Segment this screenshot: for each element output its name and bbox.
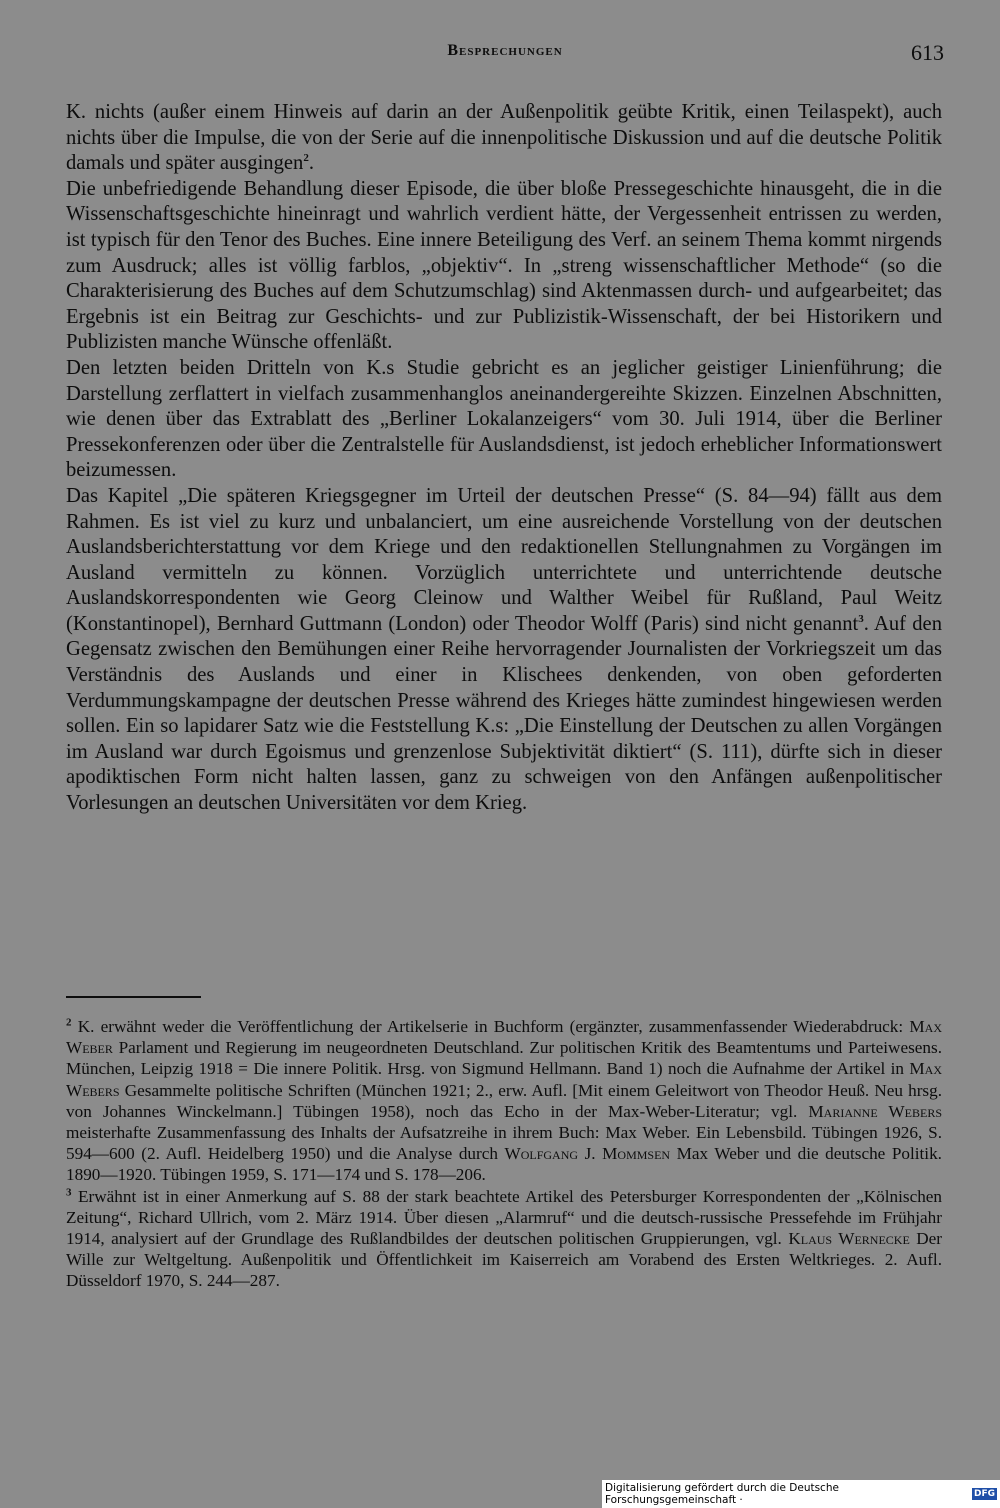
paragraph-1-end: . xyxy=(308,152,314,175)
page-number: 613 xyxy=(911,40,944,65)
footnote-2-text-d: meisterhafte Zusammenfassung des Inhalts der Aufsatzreihe in ihrem Buch: Max Weber. Ein Lebensbild. Tübingen 1926, S. 594—600 (2. Aufl. Heidelberg 1950) und die Analyse durch xyxy=(66,1123,942,1164)
paragraph-4 xyxy=(66,484,942,817)
footnotes xyxy=(66,1016,942,1292)
footnote-2-mark: 2 xyxy=(66,1016,72,1029)
body-text xyxy=(66,100,942,817)
footnote-2-author-4: Wolfgang J. Mommsen xyxy=(504,1144,671,1164)
footnote-2-text-e: Max Weber und die deutsche Politik. 1890—1920. Tübingen 1959, S. 171—174 und S. 178—206. xyxy=(66,1144,942,1185)
footnote-2-text-c: Gesammelte politische Schriften (München 1921; 2., erw. Aufl. [Mit einem Geleitwort von Theodor Heuß. Neu hrsg. von Johannes Winckelmann.] Tübingen 1958), noch das Echo in der Max-Weber-Literatur; vgl. xyxy=(66,1080,942,1121)
footnote-3 xyxy=(66,1186,942,1292)
page-header xyxy=(66,40,944,70)
footnote-ref-2: 2 xyxy=(303,152,309,165)
footnote-2-author-1: Max Weber xyxy=(66,1017,942,1058)
paragraph-4-text-a: Das Kapitel „Die späteren Kriegsgegner im Urteil der deutschen Presse“ (S. 84—94) fällt aus dem Rahmen. Es ist viel zu kurz und unbalanciert, um eine ausreichende Vorstellung von der deutschen Auslandsberichterstattung vor dem Kriege und den redaktionellen Stellungnahmen zu Vorgängen im Ausland vermitteln zu können. Vorzüglich unterrichtete und unterrichtende deutsche Auslandskorrespondenten wie Georg Cleinow und Walther Weibel für Rußland, Paul Weitz (Konstantinopel), Bernhard Guttmann (London) oder Theodor Wolff (Paris) sind nicht genannt xyxy=(66,484,942,635)
footnote-2-text-b: Parlament und Regierung im neugeordneten Deutschland. Zur politischen Kritik des Beamtentums und Parteiwesens. München, Leipzig 1918 = Die innere Politik. Hrsg. von Sigmund Hellmann. Band 1) noch die Aufnahme der Artikel in xyxy=(66,1038,942,1079)
footnote-3-text-a: Erwähnt ist in einer Anmerkung auf S. 88 der stark beachtete Artikel des Petersburger Korrespondenten der „Kölnischen Zeitung“, Richard Ullrich, vom 2. März 1914. Über diesen „Alarmruf“ und die deutsch-russische Pressefehde im Frühjahr 1914, analysiert auf der Grundlage des Rußlandbildes der deutschen politischen Gruppierungen, vgl. xyxy=(66,1186,943,1249)
footnote-2-author-2: Max Webers xyxy=(66,1059,942,1100)
footnote-2 xyxy=(66,1016,942,1186)
footnote-divider xyxy=(66,996,201,998)
footnote-3-text-b: Der Wille zur Weltgeltung. Außenpolitik und Öffentlichkeit im Kaiserreich am Vorabend des Ersten Weltkrieges. 2. Aufl. Düsseldorf 1970, S. 244—287. xyxy=(66,1229,943,1291)
paragraph-2: Die unbefriedigende Behandlung dieser Episode, die über bloße Pressegeschichte hinausgeht, die in die Wissenschaftsgeschichte hineinragt und wahrlich verdient hätte, der Vergessenheit entrissen zu werden, ist typisch für den Tenor des Buches. Eine innere Beteiligung des Verf. an seinem Thema kommt nirgends zum Ausdruck; alles ist völlig farblos, „objektiv“. In „streng wissenschaftlicher Methode“ (so die Charakterisierung des Buches auf dem Schutzumschlag) sind Aktenmassen durch- und aufgearbeitet; das Ergebnis ist ein Beitrag zur Geschichts- und zur Publizistik-Wissenschaft, der bei Historikern und Publizisten manche Wünsche offenläßt. xyxy=(66,177,942,354)
digitization-credit xyxy=(602,1480,1000,1508)
footnote-2-text-a: K. erwähnt weder die Veröffentlichung der Artikelserie in Buchform (ergänzter, zusammenfassender Wiederabdruck: xyxy=(77,1017,910,1036)
footnote-ref-3: 3 xyxy=(858,613,864,626)
footnote-3-mark: 3 xyxy=(66,1185,72,1198)
footnote-2-author-3: Marianne Webers xyxy=(808,1101,942,1121)
paragraph-4-text-b: . Auf den Gegensatz zwischen den Bemühungen einer Reihe hervorragender Journalisten der Vorkriegszeit um das Verständnis des Auslands und einer in Klischees denkenden, von oben geforderten Verdummungskampagne der deutschen Presse während des Krieges hätte zumindest hingewiesen werden sollen. Ein so lapidarer Satz wie die Feststellung K.s: „Die Einstellung der Deutschen zu allen Vorgängen im Ausland war durch Egoismus und grenzenlose Subjektivität diktiert“ (S. 111), dürfte sich in dieser apodiktischen Form nicht halten lassen, ganz zu schweigen von den Anfängen außenpolitischer Vorlesungen an deutschen Universitäten vor dem Krieg. xyxy=(66,612,942,815)
paragraph-1 xyxy=(66,100,942,177)
paragraph-3: Den letzten beiden Dritteln von K.s Studie gebricht es an jeglicher geistiger Linienführung; die Darstellung zerflattert in vielfach zusammenhanglos aneinandergereihte Skizzen. Einzelnen Abschnitten, wie denen über das Extrablatt des „Berliner Lokalanzeigers“ vom 30. Juli 1914, über die Berliner Pressekonferenzen oder über die Zentralstelle für Auslandsdienst, ist jedoch erheblicher Informationswert beizumessen. xyxy=(66,356,942,482)
credit-text: Digitalisierung gefördert durch die Deutsche Forschungsgemeinschaft · xyxy=(605,1482,839,1506)
dfg-logo-icon: DFG xyxy=(973,1489,995,1499)
running-head: Besprechungen xyxy=(447,42,563,59)
footnote-3-author: Klaus Wernecke xyxy=(788,1229,910,1249)
paragraph-1-text: K. nichts (außer einem Hinweis auf darin an der Außenpolitik geübte Kritik, einen Teilaspekt), auch nichts über die Impulse, die von der Serie auf die innenpolitische Diskussion und auf die deutsche Politik damals und später ausgingen xyxy=(66,101,942,175)
